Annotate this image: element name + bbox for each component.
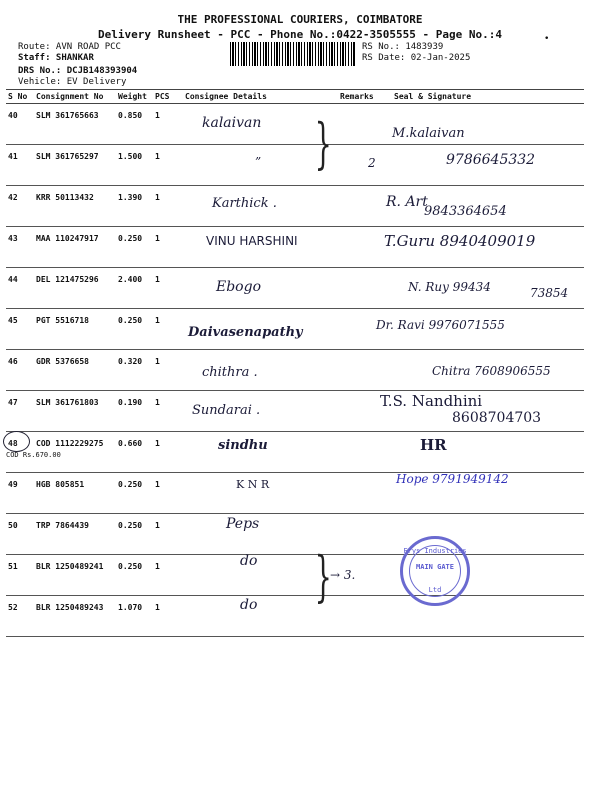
table-row (6, 432, 584, 473)
signature-49: Hope 9791949142 (396, 472, 509, 486)
row-sno-value: 40 (8, 111, 18, 120)
handwriting-consignee-46: chithra . (202, 365, 258, 380)
signature-47-phone: 8608704703 (452, 410, 542, 426)
table-row (6, 514, 584, 555)
row-remarks (336, 473, 370, 514)
row-weight-value: 1.390 (118, 193, 143, 202)
row-weight (114, 596, 151, 637)
row-sno (6, 432, 61, 473)
handwriting-consignee-51: do (240, 553, 258, 569)
row-pcs-value: 1 (155, 603, 160, 612)
row-pcs-value: 1 (155, 316, 160, 325)
col-consignment: Consignment No (32, 90, 114, 104)
seal-text-middle: MAIN GATE (416, 563, 454, 571)
row-sno (6, 350, 32, 391)
row-sno-value: 43 (8, 234, 18, 243)
table-header-row (6, 90, 584, 104)
route-info (18, 42, 137, 88)
row-consignment (32, 432, 114, 473)
row-sno (6, 104, 32, 145)
page-subtitle: Delivery Runsheet - PCC - Phone No.:0422-3505555 - Page No.:4 (98, 28, 502, 41)
row-sno-value: 47 (8, 398, 18, 407)
row-consignment (32, 391, 114, 432)
row-weight-value: 0.850 (118, 111, 143, 120)
row-sno-value: 41 (8, 152, 18, 161)
row-weight (114, 514, 151, 555)
row-weight-value: 0.250 (118, 480, 143, 489)
rs-number: RS No.: 1483939 (362, 42, 444, 52)
table-row (6, 268, 584, 309)
signature-42-phone: 9843364654 (424, 204, 507, 219)
row-sno (6, 309, 32, 350)
row-consignment (32, 268, 114, 309)
row-consignment-value: SLM 361765297 (36, 152, 99, 161)
signature-45: Dr. Ravi 9976071555 (376, 318, 505, 332)
row-weight-value: 0.660 (118, 439, 143, 448)
row-pcs (151, 432, 181, 473)
row-consignment (32, 145, 114, 186)
row-consignment (32, 596, 114, 637)
row-consignment-value: TRP 7864439 (36, 521, 89, 530)
runsheet-table (6, 89, 584, 637)
row-pcs-value: 1 (155, 357, 160, 366)
row-sno (6, 268, 32, 309)
row-remarks (336, 596, 370, 637)
row-remarks (336, 350, 370, 391)
signature-43: T.Guru 8940409019 (384, 232, 536, 250)
row-pcs-value: 1 (155, 521, 160, 530)
seal-text-bottom: Ltd (428, 586, 442, 594)
row-weight-value: 1.500 (118, 152, 143, 161)
row-sno (6, 473, 32, 514)
row-consignment (32, 350, 114, 391)
row-consignment-value: SLM 361765663 (36, 111, 99, 120)
row-signature (370, 596, 584, 637)
row-weight-value: 0.250 (118, 521, 143, 530)
row-consignment-value: HGB 805851 (36, 480, 85, 489)
row-sno-value: 45 (8, 316, 18, 325)
handwriting-consignee-49: K N R (236, 478, 270, 491)
row-weight (114, 145, 151, 186)
row-sno (6, 596, 32, 637)
page-title: THE PROFESSIONAL COURIERS, COIMBATORE (177, 13, 423, 26)
company-seal (400, 536, 470, 606)
row-pcs-value: 1 (155, 398, 160, 407)
row-remarks (336, 104, 370, 145)
row-pcs (151, 309, 181, 350)
row-sno-value: 46 (8, 357, 18, 366)
drs-number: DRS No.: DCJB148393904 (18, 66, 138, 76)
row-sno-value: 49 (8, 480, 18, 489)
row-consignment (32, 473, 114, 514)
row-remarks (336, 145, 370, 186)
row-consignment (32, 227, 114, 268)
brace-mark: } (314, 112, 332, 175)
row-signature (370, 432, 584, 473)
col-sno: S No (6, 90, 32, 104)
seal-text-top: Frys Industries (403, 547, 467, 555)
handwriting-consignee-50: Peps (226, 516, 260, 532)
row-sno-value: 50 (8, 521, 18, 530)
handwriting-consignee-42: Karthick . (212, 196, 277, 211)
staff: Staff: SHANKAR (18, 53, 94, 63)
row-weight-value: 1.070 (118, 603, 143, 612)
row-pcs (151, 514, 181, 555)
row-consignment (32, 186, 114, 227)
handwriting-consignee-41: ” (255, 155, 262, 169)
row-remarks (336, 268, 370, 309)
row-pcs-value: 1 (155, 562, 160, 571)
rs-date: RS Date: 02-Jan-2025 (362, 53, 471, 63)
row-sno-value: 48 (8, 439, 18, 448)
barcode (230, 42, 356, 66)
signature-48: HR (420, 436, 447, 454)
row-weight (114, 227, 151, 268)
table-row (6, 104, 584, 145)
row-remarks (336, 514, 370, 555)
row-remarks (336, 309, 370, 350)
row-weight (114, 432, 151, 473)
row-weight-value: 0.190 (118, 398, 143, 407)
handwriting-consignee-43: VINU HARSHINI (206, 234, 298, 248)
row-consignment-value: DEL 121475296 (36, 275, 99, 284)
row-weight (114, 473, 151, 514)
row-weight (114, 104, 151, 145)
route: Route: AVN ROAD PCC (18, 42, 121, 52)
row-sno-value: 52 (8, 603, 18, 612)
row-consignment-value: BLR 1250489241 (36, 562, 104, 571)
row-weight (114, 268, 151, 309)
handwriting-consignee-45: Daivasenapathy (188, 325, 303, 340)
row-weight-value: 0.250 (118, 316, 143, 325)
row-pcs-value: 1 (155, 275, 160, 284)
row-weight (114, 186, 151, 227)
row-pcs (151, 555, 181, 596)
col-pcs: PCS (151, 90, 181, 104)
row-weight-value: 0.250 (118, 562, 143, 571)
handwriting-consignee-47: Sundarai . (192, 403, 261, 418)
handwriting-consignee-40: kalaivan (202, 115, 262, 131)
vehicle: Vehicle: EV Delivery (18, 77, 127, 87)
row-pcs (151, 186, 181, 227)
col-consignee: Consignee Details (181, 90, 336, 104)
signature-46: Chitra 7608906555 (432, 364, 551, 378)
row-consignment (32, 514, 114, 555)
row-remarks (336, 391, 370, 432)
row-pcs (151, 145, 181, 186)
row-sno (6, 227, 32, 268)
table-row (6, 596, 584, 637)
brace-mark: } (314, 545, 332, 608)
row-consignment-value: MAA 110247917 (36, 234, 99, 243)
cod-amount: COD Rs.670.00 (6, 451, 61, 459)
signature-44-phone: 73854 (530, 286, 569, 300)
row-pcs (151, 104, 181, 145)
row-remarks (336, 227, 370, 268)
row-consignment-value: KRR 50113432 (36, 193, 94, 202)
row-consignment-value: PGT 5516718 (36, 316, 89, 325)
table-row (6, 555, 584, 596)
row-weight (114, 309, 151, 350)
row-pcs (151, 227, 181, 268)
row-weight (114, 391, 151, 432)
row-remarks (336, 186, 370, 227)
rs-info (362, 42, 470, 64)
row-pcs-value: 1 (155, 480, 160, 489)
row-consignment-value: COD 1112229275 (36, 439, 104, 448)
signature-42: R. Art (386, 194, 428, 210)
col-seal-signature: Seal & Signature (370, 90, 584, 104)
row-consignment-value: SLM 361761803 (36, 398, 99, 407)
row-consignee (181, 596, 336, 637)
row-consignment-value: GDR 5376658 (36, 357, 89, 366)
row-sno (6, 391, 32, 432)
row-pcs-value: 1 (155, 111, 160, 120)
row-sno (6, 186, 32, 227)
handwriting-consignee-48: sindhu (218, 438, 268, 453)
row-weight (114, 350, 151, 391)
signature-47: T.S. Nandhini (380, 392, 483, 410)
row-sno-value: 51 (8, 562, 18, 571)
signature-41-phone: 9786645332 (446, 152, 536, 168)
row-pcs-value: 1 (155, 152, 160, 161)
row-sno-value: 44 (8, 275, 18, 284)
row-consignment (32, 104, 114, 145)
handwriting-consignee-44: Ebogo (216, 279, 262, 295)
col-remarks: Remarks (336, 90, 370, 104)
row-weight (114, 555, 151, 596)
row-pcs (151, 268, 181, 309)
col-weight: Weight (114, 90, 151, 104)
row-weight-value: 0.320 (118, 357, 143, 366)
row-sno (6, 555, 32, 596)
row-pcs (151, 473, 181, 514)
circled-mark (3, 431, 30, 452)
row-pcs (151, 391, 181, 432)
row-pcs (151, 350, 181, 391)
row-consignee (181, 555, 336, 596)
row-sno (6, 514, 32, 555)
row-sno (6, 145, 32, 186)
remark-41: 2 (368, 156, 376, 170)
row-pcs (151, 596, 181, 637)
row-remarks (336, 432, 370, 473)
row-consignment (32, 309, 114, 350)
row-pcs-value: 1 (155, 439, 160, 448)
row-pcs-value: 1 (155, 193, 160, 202)
row-consignment (32, 555, 114, 596)
row-sno-value: 42 (8, 193, 18, 202)
remark-51: → 3. (330, 568, 356, 582)
handwriting-consignee-52: do (240, 597, 258, 613)
row-consignment-value: BLR 1250489243 (36, 603, 104, 612)
signature-44: N. Ruy 99434 (408, 280, 491, 294)
stray-mark: • (544, 34, 550, 44)
row-weight-value: 0.250 (118, 234, 143, 243)
row-pcs-value: 1 (155, 234, 160, 243)
signature-40: M.kalaivan (392, 126, 465, 141)
row-weight-value: 2.400 (118, 275, 143, 284)
